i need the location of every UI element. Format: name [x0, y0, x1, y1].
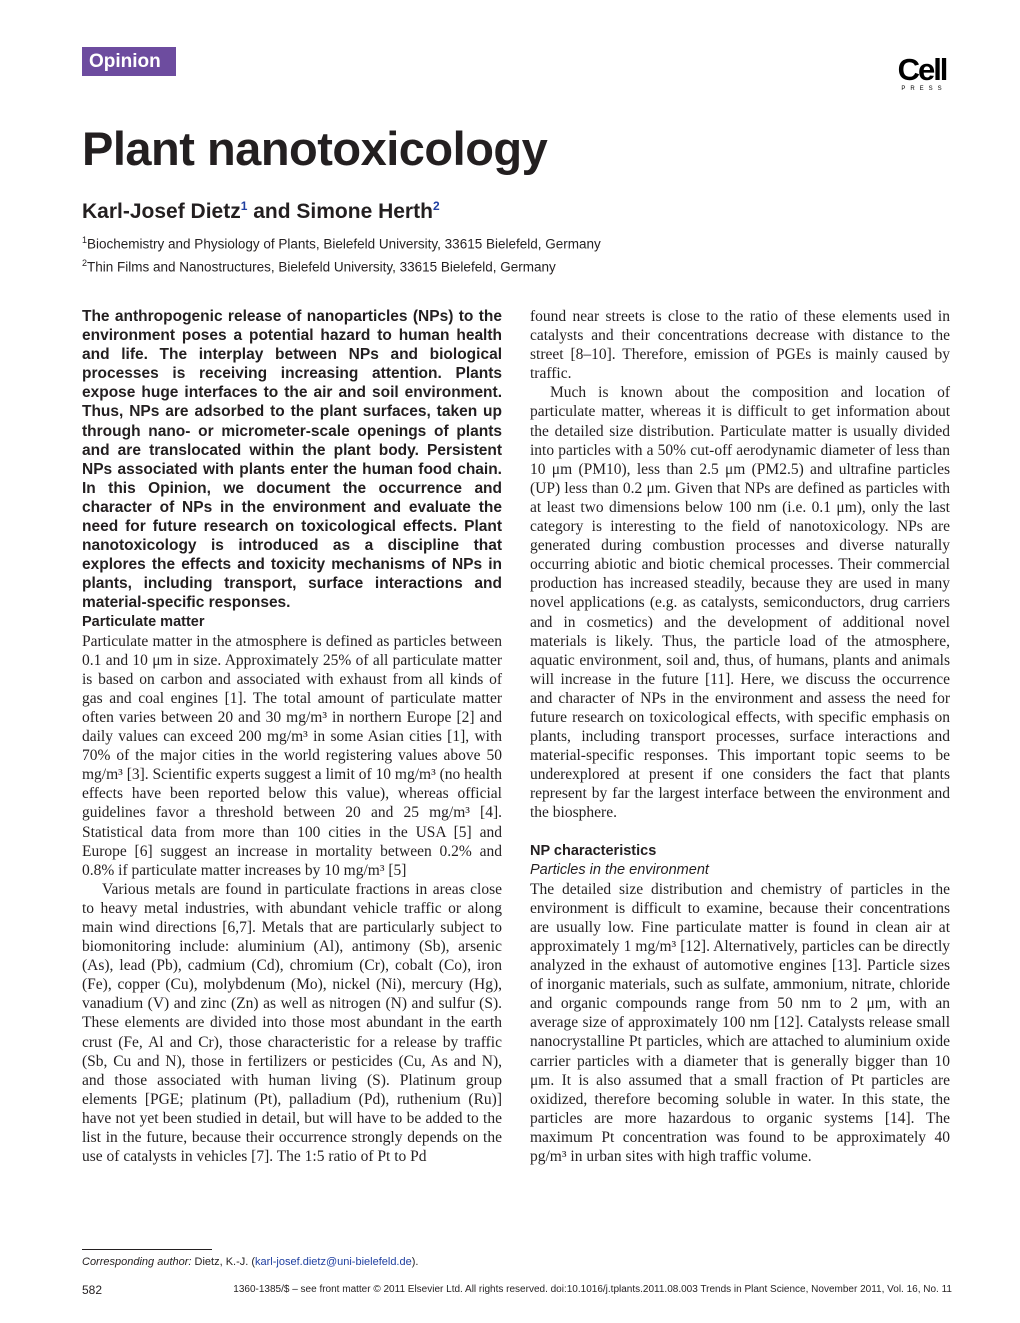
body-paragraph: The detailed size distribution and chemistry of particles in the environment is difficult to examine, because their concentrations are usually low. Fine particulate matter is found in clean air at approximately 1 mg/m³ [12]. Alternatively, particles can be directly analyzed in the exhaust of automotive engines [13]. Particle sizes of inorganic materials, such as sulfate, ammonium, nitrate, chloride and organic compounds range from 50 nm to 2 μm, with an average size of approximately 100 nm [12]. Catalysts release small nanocrystalline Pt particles, which are attached to aluminium oxide carrier particles with a diameter that is generally bigger than 10 μm. It is also assumed that a small fraction of Pt particles are oxidized, therefore becoming soluble in water. In this state, the particles are more hazardous to organic systems [14]. The maximum Pt concentration was found to be approximately 40 pg/m³ in urban sites with high traffic volume. [530, 880, 950, 1166]
section-spacer [530, 823, 950, 842]
body-paragraph: Particulate matter in the atmosphere is defined as particles between 0.1 and 10 μm in size. Approximately 25% of all particulate matter is based on carbon and associated with exhaust from all kinds of gas and coal engines [1]. The total amount of particulate matter often varies between 20 and 30 mg/m³ in northern Europe [2] and daily values can exceed 200 mg/m³ in some Asian cities [1], with 70% of the major cities in the world registering values above 50 mg/m³ [3]. Scientific experts suggest a limit of 10 mg/m³ (no health effects have been reported below this value), whereas official guidelines favor a threshold between 20 and 25 mg/m³ [4]. Statistical data from more than 100 cities in the USA [5] and Europe [6] suggest an increase in mortality between 0.2% and 0.8% if particulate matter increases by 10 mg/m³ [5] [82, 632, 502, 879]
cell-press-logo [892, 52, 952, 93]
left-column [82, 307, 502, 1166]
logo-sub: PRESS [901, 86, 947, 92]
abstract: The anthropogenic release of nanoparticles (NPs) to the environment poses a potential hazard to human health and life. The interplay between NPs and biological processes is receiving increasing attention. Plants expose huge interfaces to the air and soil environment. Thus, NPs are adsorbed to the plant surfaces, taken up through nano- or micrometer-scale openings of plants and are translocated within the plant body. Persistent NPs associated with plants enter the human food chain. In this Opinion, we document the occurrence and character of NPs in the environment and evaluate the need for future research on toxicological effects. Plant nanotoxicology is introduced as a discipline that explores the effects and toxicity mechanisms of NPs in plants, including transport, surface interactions and material-specific responses. [82, 308, 502, 612]
body-paragraph: Much is known about the composition and location of particulate matter, whereas it is difficult to get information about the detailed size distribution. Particulate matter is usually divided into particles with a 50% cut-off aerodynamic diameter of less than 10 μm (PM10), less than 2.5 μm (PM2.5) and ultrafine particles (UP) less than 0.2 μm. Given that NPs are defined as particles with at least two dimensions below 100 nm (i.e. 0.1 μm), only the last category is interesting to the field of nanotoxicology. NPs are generated during combustion processes and diverse naturally occurring abiotic and biotic chemical processes. Their commercial production has increased steadily, because they are used in many novel applications (e.g. as catalysts, semiconductors, drug carriers and in cosmetics) and the development of additional novel materials is likely. Thus, the particle load of the atmosphere, aquatic environment, soil and, thus, of humans, plants and animals will increase in the future [11]. Here, we discuss the occurrence and character of NPs in the environment and assess the need for future research on toxicological effects, with specific emphasis on plants, including transport processes, surface interactions and material-specific responses. This important topic seems to be underexplored at present if one considers the fact that plants represent by far the largest interface between the environment and the biosphere. [530, 384, 950, 822]
affiliations [82, 231, 601, 276]
article-title: Plant nanotoxicology [82, 122, 548, 175]
section-heading-particulate: Particulate matter [82, 613, 205, 630]
subsection-heading: Particles in the environment [530, 861, 709, 878]
affiliation-2: $^2$Thin Films and Nanostructures, Bielefeld University, 33615 Bielefeld, Germany [82, 257, 556, 274]
author-list [82, 192, 440, 226]
body-paragraph: found near streets is close to the ratio of these elements used in catalysts and their concentrations decrease with distance to the street [8–10]. Therefore, emission of PGEs is mainly caused by traffic. [530, 308, 950, 383]
author-affil-mark[interactable]: 2 [432, 199, 440, 213]
author-dietz[interactable]: Karl-Josef Dietz [82, 200, 241, 223]
logo-word: Cell [897, 52, 947, 87]
page-number: 582 [82, 1283, 103, 1297]
author-affil-mark[interactable]: 1 [240, 199, 248, 213]
article-type-tag: Opinion [82, 47, 176, 76]
footnote-divider [82, 1249, 212, 1250]
author-email-link[interactable]: karl-josef.dietz@uni-bielefeld.de [255, 1256, 412, 1268]
body-paragraph: Various metals are found in particulate fractions in areas close to heavy metal industries, with abundant vehicle traffic or along main wind directions [6,7]. Metals that are particularly subject to biomonitoring include: aluminium (Al), antimony (Sb), arsenic (As), lead (Pb), cadmium (Cd), chromium (Cr), cobalt (Co), iron (Fe), copper (Cu), molybdenum (Mo), nickel (Ni), mercury (Hg), vanadium (V) and zinc (Zn) as well as nitrogen (N) and sulfur (S). These elements are divided into those most abundant in the earth crust (Fe, Al and Cr), those characteristic for a release by traffic (Sb, Cu and N), those in fertilizers or pesticides (Cu, As and N), and those associated with human living (S). Platinum group elements [PGE; platinum (Pt), palladium (Pd), ruthenium (Ru)] have not yet been studied in detail, but will have to be added to the list in the future, because their occurrence strongly depends on the use of catalysts in vehicles [7]. The 1:5 ratio of Pt to Pd [82, 880, 502, 1166]
affiliation-1: $^1$Biochemistry and Physiology of Plants, Bielefeld University, 33615 Bielefeld, Germany [82, 235, 601, 252]
author-herth[interactable]: and Simone Herth [247, 200, 433, 223]
section-heading-np: NP characteristics [530, 842, 657, 859]
journal-info: 1360-1385/$ – see front matter © 2011 Elsevier Ltd. All rights reserved. doi:10.1016/j.tplants.2011.08.003 Trends in Plant Science, November 2011, Vol. 16, No. 11 [233, 1284, 952, 1295]
corresponding-author-note: Corresponding author: Dietz, K.-J. (karl-josef.dietz@uni-bielefeld.de). [82, 1256, 419, 1268]
right-column [530, 307, 950, 1166]
